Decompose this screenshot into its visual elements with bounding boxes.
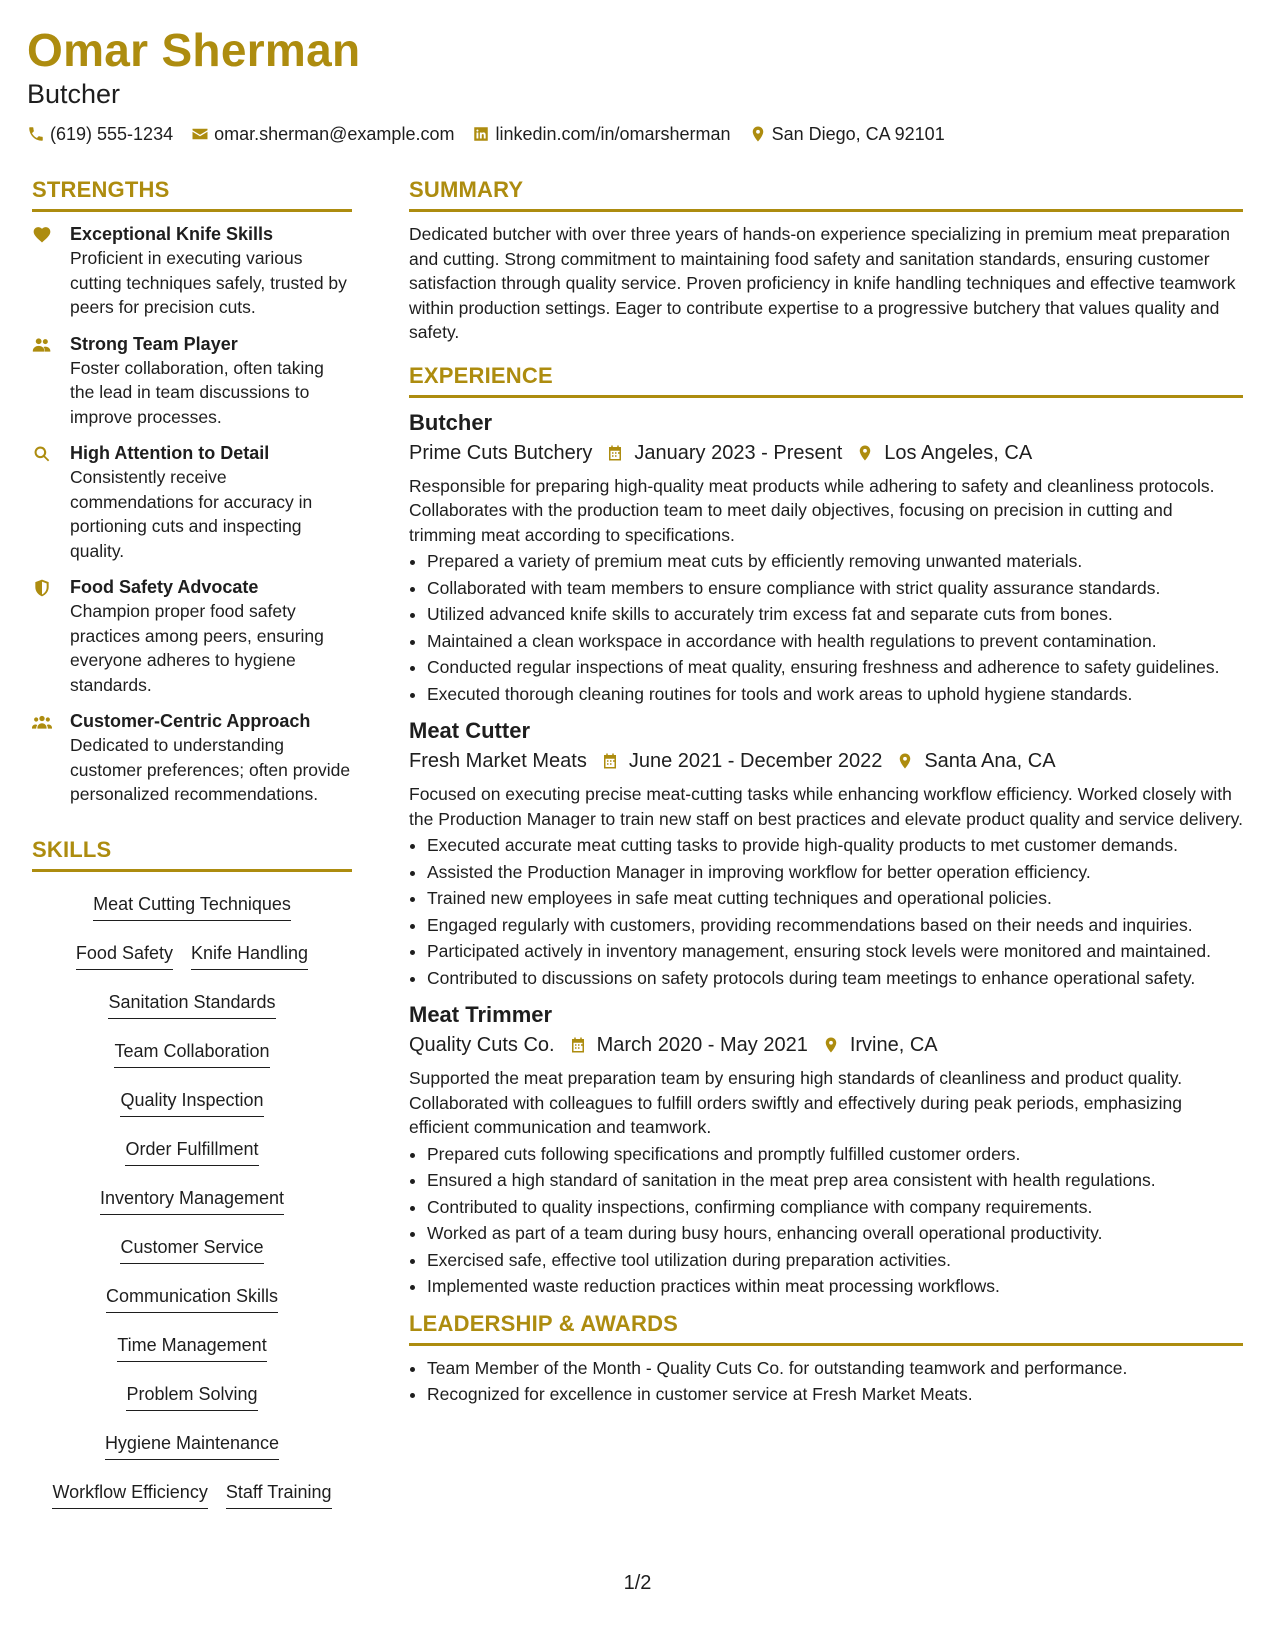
job-meta <box>409 438 1243 468</box>
strength-item <box>32 332 352 430</box>
strength-title: Exceptional Knife Skills <box>70 224 274 244</box>
strength-title: Customer-Centric Approach <box>70 711 311 731</box>
job-entry <box>409 408 1243 707</box>
strength-desc: Dedicated to understanding customer preferences; often provide personalized recommendations. <box>70 735 351 804</box>
job-entry <box>409 1000 1243 1299</box>
skill-tag: Food Safety <box>76 941 173 970</box>
map-pin-icon <box>749 125 767 143</box>
list-item: • Worked as part of a team during busy hours, enhancing overall operational productivity. <box>427 1221 1243 1246</box>
job-description: Focused on executing precise meat-cutting tasks while enhancing workflow efficiency. Worked closely with the Production Manager to train new staff on best practices and elevate product quality and service delivery. <box>409 784 1243 829</box>
job-description: Responsible for preparing high-quality meat products while adhering to safety and cleanliness protocols. Collaborates with the production team to meet daily objectives, focusing on precision in cutting and trimming meat according to specifications. <box>409 475 1215 545</box>
skill-tag: Team Collaboration <box>114 1039 269 1068</box>
list-item: • Executed thorough cleaning routines for tools and work areas to uphold hygiene standards. <box>427 682 1243 707</box>
strength-item <box>32 441 352 563</box>
skills-heading: SKILLS <box>32 835 352 872</box>
skill-tag: Sanitation Standards <box>108 990 275 1019</box>
map-pin-icon <box>896 752 914 770</box>
contact-bar <box>27 122 1245 146</box>
strength-desc: Foster collaboration, often taking the lead in team discussions to improve processes. <box>70 357 324 427</box>
list-item: • Collaborated with team members to ensure compliance with strict quality assurance standards. <box>427 576 1243 601</box>
company-name: Prime Cuts Butchery <box>409 441 593 464</box>
list-item: • Participated actively in inventory management, ensuring stock levels were monitored and maintained. <box>427 939 1243 964</box>
contact-location <box>749 122 945 146</box>
job-role: Butcher <box>409 409 493 435</box>
strength-desc: Consistently receive commendations for accuracy in portioning cuts and inspecting quality. <box>70 467 313 561</box>
strengths-heading: STRENGTHS <box>32 175 352 212</box>
awards-heading: LEADERSHIP & AWARDS <box>409 1309 1243 1346</box>
list-item: • Implemented waste reduction practices within meat processing workflows. <box>427 1274 1243 1299</box>
magnifier-icon <box>32 444 52 464</box>
job-bullets <box>409 833 1243 990</box>
job-bullets <box>409 549 1243 706</box>
candidate-name: Omar Sherman <box>27 24 361 76</box>
user-group-icon <box>32 335 52 355</box>
strength-item <box>32 222 352 320</box>
strength-desc: Proficient in executing various cutting techniques safely, trusted by peers for precision cuts. <box>70 248 347 317</box>
skill-tag: Time Management <box>117 1333 266 1362</box>
job-location: Irvine, CA <box>849 1034 938 1056</box>
job-location: Santa Ana, CA <box>924 750 1056 772</box>
skill-tag: Meat Cutting Techniques <box>93 892 291 921</box>
heart-icon <box>32 225 52 245</box>
users-icon <box>32 712 52 732</box>
contact-email[interactable] <box>191 122 454 146</box>
list-item: • Assisted the Production Manager in improving workflow for better operation efficiency. <box>427 860 1243 885</box>
contact-linkedin[interactable] <box>472 122 730 146</box>
contact-phone[interactable] <box>27 122 173 146</box>
calendar-icon <box>569 1036 587 1054</box>
awards-list <box>409 1356 1243 1407</box>
list-item: • Conducted regular inspections of meat quality, ensuring freshness and adherence to safety guidelines. <box>427 655 1243 680</box>
linkedin-icon <box>472 125 490 143</box>
resume-header <box>27 22 1245 146</box>
skill-tag: Quality Inspection <box>120 1088 263 1117</box>
list-item: • Exercised safe, effective tool utilization during preparation activities. <box>427 1248 1243 1273</box>
job-bullets <box>409 1142 1243 1299</box>
list-item: • Trained new employees in safe meat cutting techniques and operational policies. <box>427 886 1243 911</box>
skill-tag: Order Fulfillment <box>125 1137 258 1166</box>
list-item: • Utilized advanced knife skills to accurately trim excess fat and separate cuts from bones. <box>427 602 1243 627</box>
list-item: • Ensured a high standard of sanitation in the meat prep area consistent with health regulations. <box>427 1168 1243 1193</box>
job-dates: January 2023 - Present <box>634 441 843 464</box>
location-text: San Diego, CA 92101 <box>771 124 945 144</box>
strength-item <box>32 709 352 807</box>
job-entry <box>409 716 1243 990</box>
skill-tag: Communication Skills <box>106 1284 278 1313</box>
strength-title: Strong Team Player <box>70 333 238 354</box>
company-name: Fresh Market Meats <box>409 750 587 772</box>
company-name: Quality Cuts Co. <box>409 1034 555 1056</box>
list-item: • Maintained a clean workspace in accordance with health regulations to prevent contamination. <box>427 629 1243 654</box>
right-column <box>409 175 1243 1409</box>
skill-tag: Problem Solving <box>126 1382 257 1411</box>
list-item: • Recognized for excellence in customer service at Fresh Market Meats. <box>427 1382 1243 1407</box>
calendar-icon <box>606 444 624 462</box>
awards-section <box>409 1309 1243 1407</box>
list-item: • Contributed to discussions on safety protocols during team meetings to enhance operational safety. <box>427 966 1243 991</box>
calendar-icon <box>601 752 619 770</box>
list-item: • Executed accurate meat cutting tasks to provide high-quality products to met customer demands. <box>427 833 1243 858</box>
strength-desc: Champion proper food safety practices among peers, ensuring everyone adheres to hygiene standards. <box>70 601 324 695</box>
job-dates: March 2020 - May 2021 <box>596 1034 808 1056</box>
job-title: Butcher <box>27 79 121 109</box>
job-meta <box>409 1030 1243 1060</box>
job-location: Los Angeles, CA <box>884 441 1033 464</box>
list-item: • Team Member of the Month - Quality Cuts Co. for outstanding teamwork and performance. <box>427 1356 1243 1381</box>
skill-tag: Workflow Efficiency <box>52 1480 207 1509</box>
job-role: Meat Trimmer <box>409 1002 553 1027</box>
skill-tag: Staff Training <box>226 1480 332 1509</box>
page-number: 1/2 <box>623 1572 652 1594</box>
strength-item <box>32 575 352 697</box>
list-item: • Contributed to quality inspections, confirming compliance with company requirements. <box>427 1195 1243 1220</box>
map-pin-icon <box>822 1036 840 1054</box>
linkedin-text: linkedin.com/in/omarsherman <box>495 124 731 144</box>
strength-title: High Attention to Detail <box>70 443 270 463</box>
map-pin-icon <box>856 444 874 462</box>
job-role: Meat Cutter <box>409 718 531 743</box>
strength-title: Food Safety Advocate <box>70 577 259 597</box>
list-item: • Prepared a variety of premium meat cuts by efficiently removing unwanted materials. <box>427 549 1243 574</box>
list-item: • Prepared cuts following specifications and promptly fulfilled customer orders. <box>427 1142 1243 1167</box>
skill-tag: Customer Service <box>120 1235 263 1264</box>
summary-heading: SUMMARY <box>409 175 1243 212</box>
phone-icon <box>27 125 45 143</box>
skill-tag: Hygiene Maintenance <box>105 1431 279 1460</box>
shield-icon <box>32 578 52 598</box>
summary-text: Dedicated butcher with over three years of hands-on experience specializing in premium meat preparation and cutting. Strong commitment to maintaining food safety and sanitation standards, ensuring customer satisfaction through quality service. Proven proficiency in knife handling techniques and effective teamwork within production settings. Eager to contribute expertise to a progressive butchery that values quality and safety. <box>409 224 1236 342</box>
skill-tag: Inventory Management <box>100 1186 284 1215</box>
envelope-icon <box>191 125 209 143</box>
left-column <box>32 175 352 1523</box>
skills-section <box>32 835 352 1523</box>
phone-text: (619) 555-1234 <box>50 124 174 144</box>
job-description: Supported the meat preparation team by ensuring high standards of cleanliness and product quality. Collaborated with colleagues to fulfill orders swiftly and effectively during peak periods, emphasizing efficient communication and teamwork. <box>409 1068 1183 1137</box>
skill-tag: Knife Handling <box>191 941 308 970</box>
list-item: • Engaged regularly with customers, providing recommendations based on their needs and inquiries. <box>427 913 1243 938</box>
experience-heading: EXPERIENCE <box>409 361 1243 398</box>
job-meta <box>409 746 1243 776</box>
skills-list <box>32 882 352 1523</box>
job-dates: June 2021 - December 2022 <box>628 750 883 772</box>
email-text: omar.sherman@example.com <box>214 124 455 144</box>
